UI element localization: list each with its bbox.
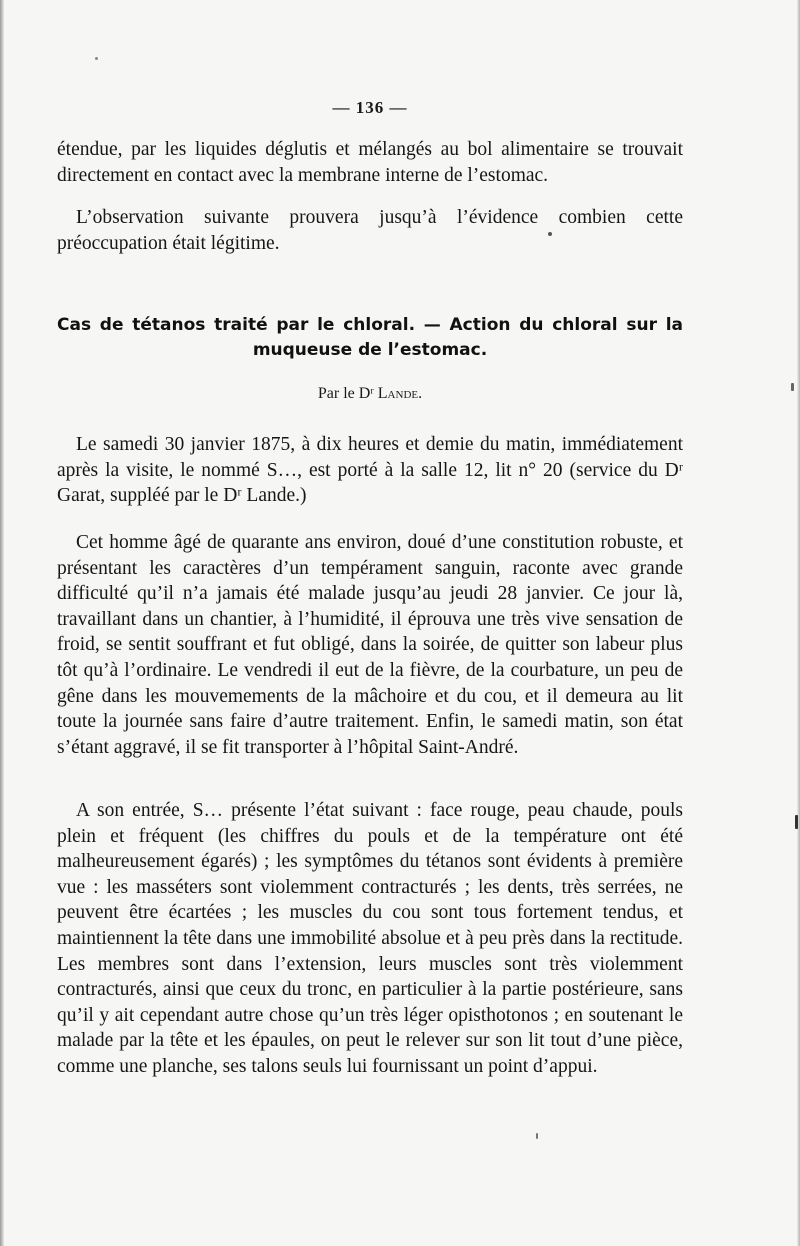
author-line [57, 385, 683, 403]
scan-speck [548, 232, 552, 236]
paragraph-2: L’observation suivante prouvera jusqu’à l’évidence combien cette préoccupation était légitime. [57, 207, 683, 254]
section-heading [57, 313, 683, 363]
scan-speck [536, 1133, 538, 1139]
scan-speck [791, 383, 794, 391]
paragraph-4: Cet homme âgé de quarante ans environ, doué d’une constitution robuste, et présentant les caractères d’un tempérament sanguin, raconte avec grande difficulté qu’il n’a jamais été malade jusqu’au jeudi 28 janvier. Ce jour là, travaillant dans un chantier, à l’humidité, il éprouva une très vive sensation de froid, se sentit souffrant et fut obligé, dans la soirée, de quitter son labeur plus tôt qu’à l’ordinaire. Le vendredi il eut de la fièvre, de la courbature, un peu de gêne dans les mouvemements de la mâchoire et du cou, et il demeura au lit toute la journée sans faire d’autre traitement. Enfin, le samedi matin, son état s’étant aggravé, il se fit transporter à l’hôpital Saint-André. [57, 532, 683, 758]
paragraph-5: A son entrée, S… présente l’état suivant : face rouge, peau chaude, pouls plein et fréquent (les chiffres du pouls et de la température ont été malheureusement égarés) ; les symptômes du tétanos sont évidents à première vue : les masséters sont violemment contracturés ; les dents, très serrées, ne peuvent être écartées ; les muscles du cou sont tous fortement tendus, et maintiennent la tête dans une immobilité absolue et à peu près dans la rectitude. Les membres sont dans l’extension, leurs muscles sont très violemment contracturés, ainsi que ceux du tronc, en particulier à la partie postérieure, sans qu’il y ait cependant autre chose qu’un très léger opisthotonos ; en soutenant le malade par la tête et les épaules, on peut le relever sur son lit tout d’une pièce, comme une planche, ses talons seuls lui fournissant un point d’appui. [57, 800, 683, 1077]
section-heading-line-1: Cas de tétanos traité par le chloral. — Action du chloral sur la [57, 315, 683, 335]
page-left-edge [0, 0, 4, 1246]
author-prefix: Par le Dʳ [317, 385, 374, 402]
section-heading-line-2: muqueuse de l’estomac. [252, 340, 488, 360]
paragraph-3: Le samedi 30 janvier 1875, à dix heures et demie du matin, immédiatement après la visite, le nommé S…, est porté à la salle 12, lit n° 20 (service du Dʳ Garat, suppléé par le Dʳ Lande.) [57, 434, 683, 507]
author-name: Lande. [377, 385, 423, 402]
paragraph-1: étendue, par les liquides déglutis et mélangés au bol alimentaire se trouvait directement en contact avec la membrane interne de l’estomac. [57, 139, 683, 186]
scan-speck [795, 815, 798, 829]
scan-speck [95, 57, 98, 60]
page-number: — 136 — [332, 98, 408, 117]
